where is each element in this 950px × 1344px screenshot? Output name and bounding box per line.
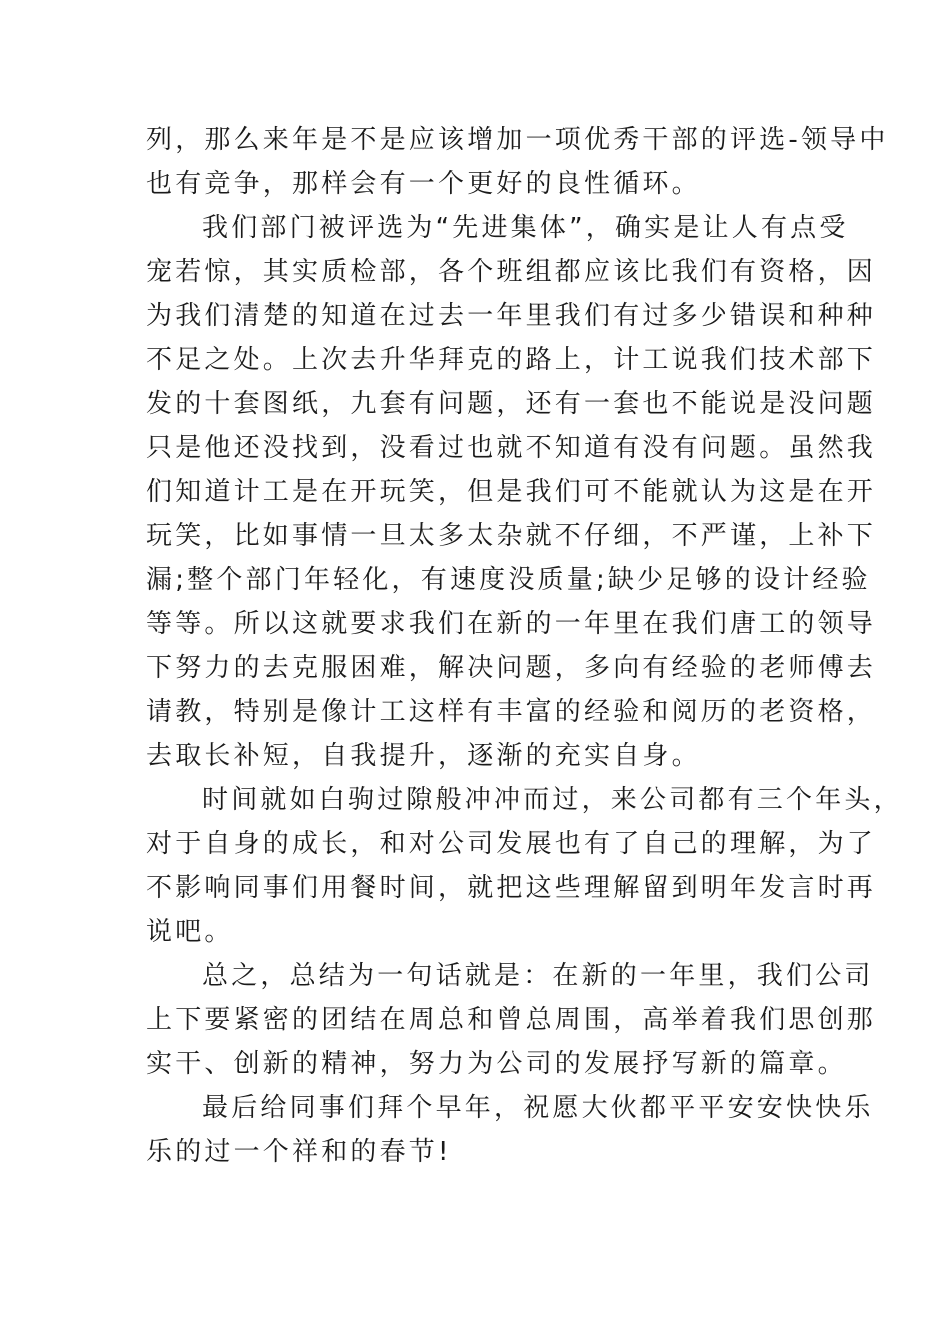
text-line: 请教，特别是像计工这样有丰富的经验和阅历的老资格，: [146, 697, 877, 727]
paragraph-start-line: 总之，总结为一句话就是：在新的一年里，我们公司: [202, 961, 874, 991]
text-line: 只是他还没找到，没看过也就不知道有没有问题。虽然我: [146, 433, 877, 463]
text-line: 实干、创新的精神，努力为公司的发展抒写新的篇章。: [146, 1049, 847, 1079]
text-line: 对于自身的成长，和对公司发展也有了自己的理解，为了: [146, 829, 877, 859]
text-line: 宠若惊，其实质检部，各个班组都应该比我们有资格，因: [146, 257, 877, 287]
paragraph-start-line: 我们部门被评选为“先进集体”，确实是让人有点受: [202, 213, 849, 243]
text-line: 不足之处。上次去升华拜克的路上，计工说我们技术部下: [146, 345, 877, 375]
text-line: 为我们清楚的知道在过去一年里我们有过多少错误和种种: [146, 301, 877, 331]
text-line: 发的十套图纸，九套有问题，还有一套也不能说是没问题: [146, 389, 877, 419]
text-line: 说吧。: [146, 917, 234, 947]
text-line: 下努力的去克服困难，解决问题，多向有经验的老师傅去: [146, 653, 877, 683]
text-line: 列，那么来年是不是应该增加一项优秀干部的评选-领导中: [146, 125, 889, 155]
text-line: 不影响同事们用餐时间，就把这些理解留到明年发言时再: [146, 873, 877, 903]
document-body: [146, 118, 903, 1174]
paragraph-start-line: 最后给同事们拜个早年，祝愿大伙都平平安安快快乐: [202, 1093, 874, 1123]
text-line: 们知道计工是在开玩笑，但是我们可不能就认为这是在开: [146, 477, 877, 507]
paragraph-start-line: 时间就如白驹过隙般冲冲而过，来公司都有三个年头，: [202, 785, 903, 815]
text-line: 漏;整个部门年轻化，有速度没质量;缺少足够的设计经验: [146, 565, 871, 595]
text-line: 玩笑，比如事情一旦太多太杂就不仔细，不严谨，上补下: [146, 521, 877, 551]
text-line: 去取长补短，自我提升，逐渐的充实自身。: [146, 741, 701, 771]
text-line: 上下要紧密的团结在周总和曾总周围，高举着我们思创那: [146, 1005, 877, 1035]
text-line: 等等。所以这就要求我们在新的一年里在我们唐工的领导: [146, 609, 877, 639]
text-line: 也有竞争，那样会有一个更好的良性循环。: [146, 169, 701, 199]
text-line: 乐的过一个祥和的春节!: [146, 1137, 452, 1167]
